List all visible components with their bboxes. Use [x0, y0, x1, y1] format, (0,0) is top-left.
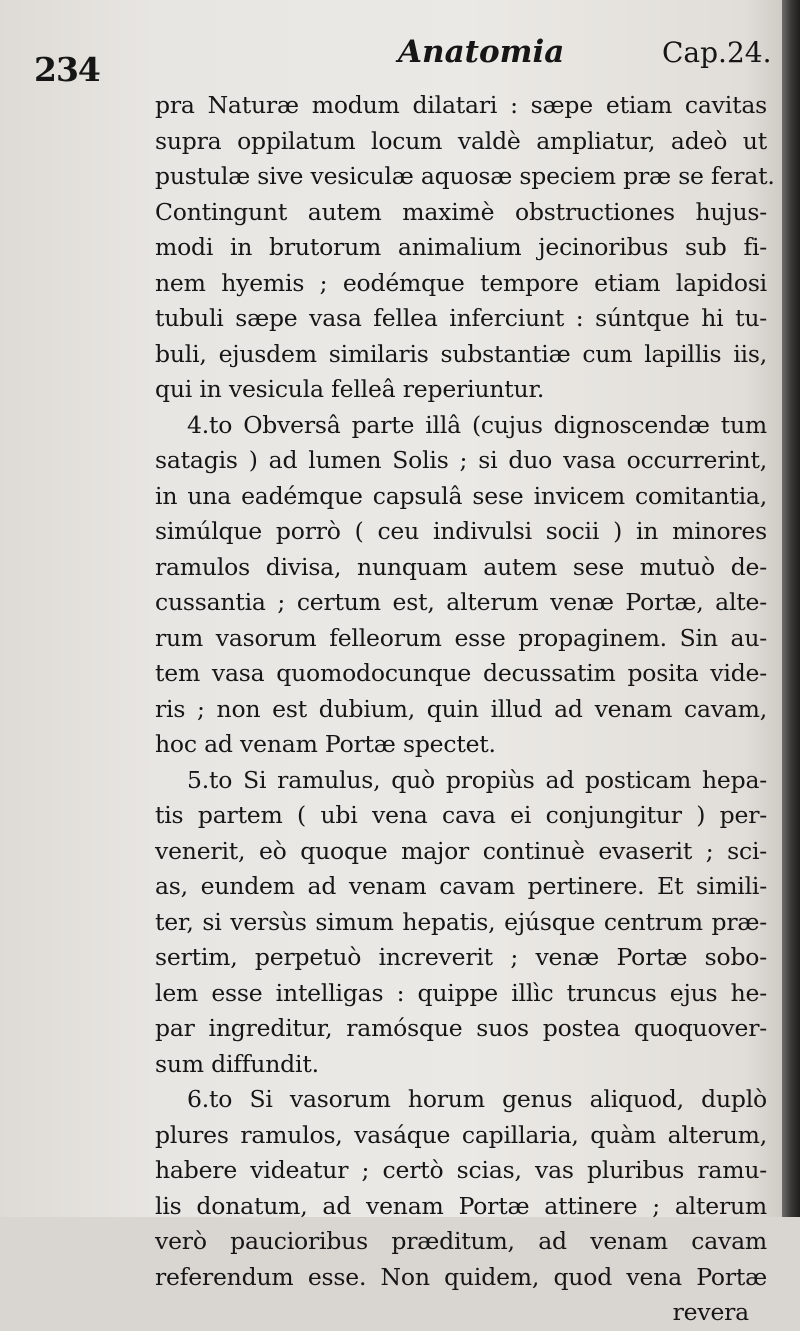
paragraph-start-4: 4.to Obversâ parte illâ (cujus dignoscendæ tum [187, 410, 767, 439]
text-line: Contingunt autem maximè obstructiones hujus- [155, 197, 767, 226]
text-line: par ingreditur, ramósque suos postea quoquover- [155, 1014, 767, 1042]
text-line: ris ; non est dubium, quin illud ad venam cavam, [155, 694, 767, 723]
text-line: nem hyemis ; eodémque tempore etiam lapidosi [155, 268, 767, 297]
text-line: simúlque porrò ( ceu indivulsi socii ) in minores [155, 517, 767, 545]
text-line: sum diffundit. [155, 1049, 319, 1078]
text-line: in una eadémque capsulâ sese invicem comitantia, [155, 481, 767, 510]
catchword: revera [672, 1298, 749, 1326]
text-line: venerit, eò quoque major continuè evaserit ; sci- [155, 836, 767, 865]
text-line: lem esse intelligas : quippe illìc truncus ejus he- [155, 978, 767, 1007]
text-line: modi in brutorum animalium jecinoribus sub fi- [155, 233, 767, 261]
text-line: referendum esse. Non quidem, quod vena Portæ [155, 1262, 767, 1291]
text-line: pustulæ sive vesiculæ aquosæ speciem præ se ferat. [155, 162, 775, 190]
text-line: satagis ) ad lumen Solis ; si duo vasa occurrerint, [155, 446, 767, 474]
text-line: supra oppilatum locum valdè ampliatur, adeò ut [155, 126, 767, 155]
book-gutter-shadow [782, 0, 800, 1217]
running-head [0, 28, 782, 88]
text-line: as, eundem ad venam cavam pertinere. Et simili- [155, 872, 767, 900]
chapter-label: Cap.24. [662, 36, 772, 69]
running-title: Anatomia [398, 34, 565, 70]
paragraph-start-5: 5.to Si ramulus, quò propiùs ad posticam hepa- [187, 765, 767, 794]
text-line: buli, ejusdem similaris substantiæ cum lapillis iis, [155, 339, 767, 368]
text-line: verò paucioribus præditum, ad venam cavam [155, 1227, 767, 1255]
body-text [155, 88, 775, 1331]
text-line: qui in vesicula felleâ reperiuntur. [155, 375, 545, 403]
page-number: 234 [34, 50, 100, 89]
text-line: rum vasorum felleorum esse propaginem. Sin au- [155, 623, 767, 652]
text-line: habere videatur ; certò scias, vas pluribus ramu- [155, 1156, 767, 1184]
text-line: ramulos divisa, nunquam autem sese mutuò de- [155, 552, 767, 581]
text-line: tem vasa quomodocunque decussatim posita vide- [155, 659, 767, 687]
text-line: lis donatum, ad venam Portæ attinere ; alterum [155, 1191, 767, 1220]
text-line: tubuli sæpe vasa fellea inferciunt : súntque hi tu- [155, 304, 767, 332]
text-line: pra Naturæ modum dilatari : sæpe etiam cavitas [155, 91, 767, 119]
paragraph-start-6: 6.to Si vasorum horum genus aliquod, duplò [187, 1085, 767, 1113]
text-line: tis partem ( ubi vena cava ei conjungitur ) per- [155, 801, 767, 829]
text-line: hoc ad venam Portæ spectet. [155, 730, 496, 758]
text-line: ter, si versùs simum hepatis, ejúsque centrum præ- [155, 907, 767, 936]
text-line: plures ramulos, vasáque capillaria, quàm alterum, [155, 1120, 767, 1149]
text-line: sertim, perpetuò increverit ; venæ Portæ sobo- [155, 943, 767, 971]
text-line: cussantia ; certum est, alterum venæ Portæ, alte- [155, 588, 767, 616]
